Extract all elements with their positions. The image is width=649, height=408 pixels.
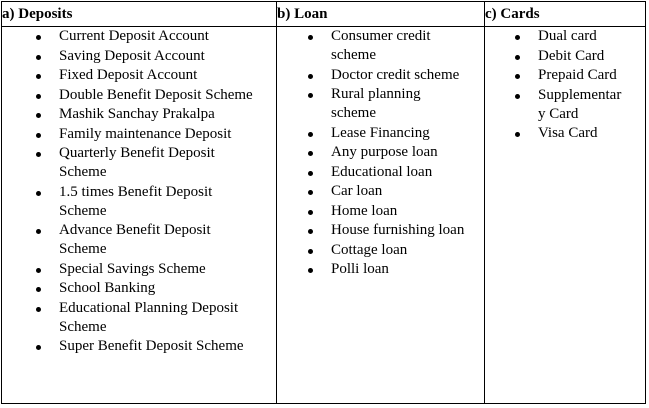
list-item [485,66,645,85]
bullet-icon [515,94,520,99]
cards-cell [485,27,646,404]
bullet-icon [308,93,313,98]
bullet-icon [36,287,41,292]
list-item-text: Super Benefit Deposit Scheme [59,338,244,354]
bullet-icon [36,191,41,196]
list-item-text: Special Savings Scheme [59,260,206,277]
list-item [485,124,645,143]
list-item [277,124,484,143]
list-item [2,27,276,46]
list-item [2,105,276,124]
list-item [277,182,484,201]
list-item-text: School Banking [59,280,156,296]
list-item [277,241,484,260]
list-item [2,144,276,182]
list-item-text: scheme [331,47,376,63]
list-item [2,221,276,259]
product-table [1,1,646,404]
bullet-icon [36,94,41,99]
list-item-text: Debit Card [538,47,605,64]
list-item [2,279,276,298]
list-item-text: Fixed Deposit Account [59,67,198,83]
deposits-cell [2,27,277,404]
list-item [277,202,484,221]
list-item [2,86,276,105]
list-item-text: Any purpose loan [331,144,438,160]
bullet-icon [308,35,313,40]
list-item-text: scheme [331,105,376,121]
list-item-text: Educational loan [331,163,433,180]
bullet-icon [308,132,313,137]
list-item [485,27,645,46]
bullet-icon [36,229,41,234]
bullet-icon [308,151,313,156]
list-item [2,66,276,85]
bullet-icon [36,133,41,138]
bullet-icon [515,132,520,137]
bullet-icon [36,307,41,312]
list-item-text: Mashik Sanchay Prakalpa [59,106,215,122]
list-item [2,183,276,221]
list-item-text: Family maintenance Deposit [59,125,232,142]
list-item-text: Cottage loan [331,241,408,258]
bullet-icon [308,190,313,195]
loan-list [277,27,484,279]
bullet-icon [308,171,313,176]
bullet-icon [36,74,41,79]
list-item [485,47,645,66]
list-item-text: Visa Card [538,125,598,141]
list-item-text: Scheme [59,318,107,335]
body-row [2,27,646,404]
loan-cell [277,27,485,404]
list-item-text: Current Deposit Account [59,28,209,44]
bullet-icon [515,74,520,79]
bullet-icon [308,210,313,215]
list-item-text: Dual card [538,28,597,44]
list-item-text: Car loan [331,183,383,199]
bullet-icon [308,268,313,273]
list-item-text: y Card [538,105,579,122]
list-item-text: Double Benefit Deposit Scheme [59,86,253,103]
list-item [2,125,276,144]
list-item [277,66,484,85]
bullet-icon [36,113,41,118]
bullet-icon [36,55,41,60]
bullet-icon [515,35,520,40]
list-item-text: Educational Planning Deposit [59,299,239,316]
list-item-text: Doctor credit scheme [331,66,460,83]
list-item-text: Home loan [331,202,398,219]
deposits-heading: a) Deposits [2,2,277,27]
list-item [2,299,276,337]
list-item [277,27,484,65]
list-item [2,337,276,356]
list-item-text: Rural planning [331,86,421,102]
list-item-text: Scheme [59,164,107,180]
list-item [277,163,484,182]
bullet-icon [36,152,41,157]
loan-heading: b) Loan [277,2,485,27]
list-item [2,260,276,279]
bullet-icon [308,249,313,254]
list-item-text: Quarterly Benefit Deposit [59,145,215,161]
bullet-icon [36,268,41,273]
list-item-text: Prepaid Card [538,67,617,83]
list-item [2,47,276,66]
list-item-text: Supplementar [538,86,622,103]
list-item [485,86,645,124]
list-item [277,260,484,279]
list-item-text: Lease Financing [331,124,430,141]
deposits-list [2,27,276,356]
list-item-text: Consumer credit [331,28,431,44]
cards-heading: c) Cards [485,2,646,27]
list-item-text: Polli loan [331,261,389,277]
list-item-text: Saving Deposit Account [59,47,205,64]
header-row [2,2,646,27]
bullet-icon [36,345,41,350]
list-item-text: House furnishing loan [331,222,465,238]
bullet-icon [515,55,520,60]
bullet-icon [308,74,313,79]
bullet-icon [36,35,41,40]
list-item-text: Scheme [59,241,107,257]
list-item-text: Scheme [59,202,107,219]
list-item-text: 1.5 times Benefit Deposit [59,183,213,200]
cards-list [485,27,645,143]
list-item-text: Advance Benefit Deposit [59,222,211,238]
bullet-icon [308,229,313,234]
list-item [277,85,484,123]
list-item [277,143,484,162]
list-item [277,221,484,240]
